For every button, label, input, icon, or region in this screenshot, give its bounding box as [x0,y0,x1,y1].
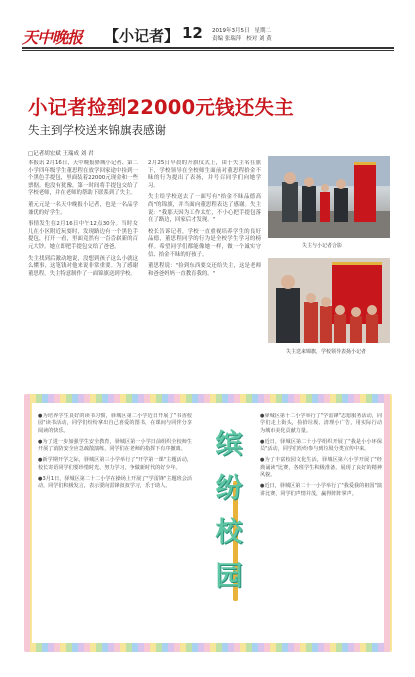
title-char: 校 [215,517,243,548]
proofreader-credit: 校对 刘 黄 [246,36,272,42]
issue-weekday: 星期二 [254,28,272,34]
news-brief: ●近日，驿城区第二十一小学举行了"我爱我的祖国"演讲比赛，同学们声情并茂，赢得阵阵掌声。 [260,483,382,497]
news-brief: ●3月1日，驿城区第二十二小学在操场上开展了"学雷锋"主题班会活动，同学们积极发言，表示要向雷锋叔叔学习，乐于助人。 [38,476,192,490]
article-column-2 [148,160,261,368]
photo-caption-1: 失主与小记者合影 [302,243,343,249]
header-rule-thin [22,50,394,51]
article-paragraph: 董元元是一名天中晚报小记者，也是一名品学兼优的好学生。 [28,201,138,216]
photo-illustration [268,258,390,343]
article-paragraph: 董思程说："捡到东西要交还给失主，这是老师和爸爸妈妈一直教育我的。" [148,263,261,277]
news-brief: ●为了进一步加强学生安全教育，驿城区第一小学日前组织全校师生开展了消防安全应急疏散演练，同学们在老师的指挥下有序撤离。 [38,438,192,453]
article-paragraph: 2月25日早晨的升旗仪式上，由于失主名在旗下，学校领导在全校师生面前对董思程拾金不昧的行为提出了表扬，并号召同学们向她学习。 [148,160,261,189]
editor-credit: 责编 张瑞萍 [212,36,242,42]
page-number: 12 [182,24,203,42]
news-brief: ●驿城区第十二小学举行了"学雷锋"志愿服务活动，同学们走上街头，捡拾垃圾、清理小广告，用实际行动为城市美化贡献力量。 [260,413,382,434]
title-char: 纷 [215,473,243,504]
page-header [22,22,394,62]
main-article [20,68,396,373]
title-char: 缤 [215,429,243,460]
article-paragraph: 校长告诉记者，学校一直重视培养学生的良好品德，董思程同学的行为是全校学生学习的榜样。希望同学们都能像她一样，做一个诚实守信、拾金不昧的好孩子。 [148,228,261,258]
photo-banner-ceremony [268,258,390,343]
title-char: 园 [215,561,243,592]
campus-news-right-column [260,413,382,638]
news-brief: ●新学期开学之际，驿城区第三小学举行了"开学第一课"主题活动，校长寄语同学们要珍惜时光、努力学习，争做新时代的好少年。 [38,457,192,471]
news-brief: ●近日，驿城区第二十小学组织开展了"我是小小环保员"活动，同学们纷纷参与到垃圾分类宣传中来。 [260,438,382,453]
issue-info [212,27,277,43]
article-subhead: 失主到学校送来锦旗表感谢 [28,123,166,137]
news-brief: ●为了丰富校园文化生活，驿城区第六小学开展了"经典诵读"比赛，各班学生积极准备，展现了良好的精神风貌。 [260,457,382,479]
photo-owner-with-reporter [268,156,390,238]
issue-date: 2019年3月5日 [212,28,250,34]
photo-illustration [268,156,390,238]
section-title: 【小记者】 [104,27,180,45]
article-column-1 [28,160,138,368]
campus-news-title [207,423,251,599]
campus-news-left-column [38,413,192,638]
campus-news-panel [24,394,392,652]
news-brief: ●为培养学生良好的读书习惯，驿城区第二小学近日开展了"书香校园"读书活动，同学们纷纷拿出自己喜爱的图书，在课间与同伴分享阅读的快乐。 [38,413,192,434]
header-rule [22,47,394,49]
article-paragraph: 失主找到后激动地说，没想到孩子这么小就这么懂事，这笔钱对他来说非常重要。为了感谢董思程，失主特意制作了一面锦旗送到学校。 [28,255,138,277]
newspaper-logo: 天中晚报 [22,28,83,47]
article-byline: □记者胡宏斌 王瑞成 刘 君 [28,151,94,157]
photo-caption-2: 失主送来锦旗，学校领导表扬小记者 [286,349,367,355]
article-headline: 小记者捡到22000元钱还失主 [28,96,294,119]
article-paragraph: 事情发生在2月16日中午12点30分。当时女儿在小区附近玩耍时，发现路边有一个黑色手提包，打开一看，里面竟然有一沓沓崭新的百元大钞。她立即把手提包交给了爸爸。 [28,221,138,250]
campus-news-content [32,403,384,643]
article-paragraph: 失主给学校送去了一面写有"拾金不昧品德高尚"的锦旗，并当面向董思程表达了感谢。失主说："我那天因为工作太忙，不小心把手提包落在了路边，回家后才发现。" [148,194,261,224]
article-paragraph: 本报讯 2月16日，天中晚报驿城小记者、第二小学四年级学生董思程在放学回家途中捡到一个黑色手提包，里面装着22000元现金和一些票据。他没有犹豫，第一时间将手提包交给了学校老师，并在老师的帮助下联系到了失主。 [28,160,138,197]
